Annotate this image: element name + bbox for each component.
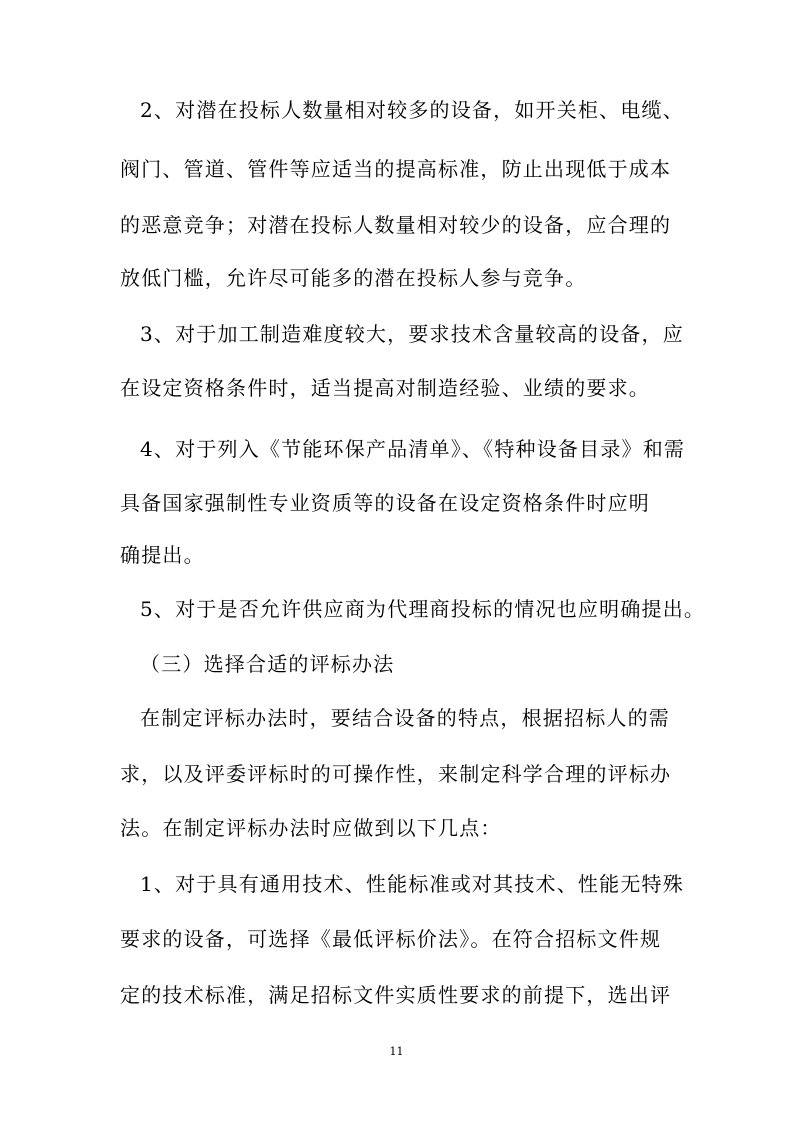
paragraph-7-line-1: 1、对于具有通用技术、性能标准或对其技术、性能无特殊 xyxy=(140,872,684,896)
section-heading: （三）选择合适的评标办法 xyxy=(140,652,395,676)
page-number: 11 xyxy=(389,1045,404,1058)
paragraph-7-line-3: 定的技术标准，满足招标文件实质性要求的前提下，选出评 xyxy=(120,983,672,1007)
paragraph-1-line-1: 2、对潜在投标人数量相对较多的设备，如开关柜、电缆、 xyxy=(140,98,684,122)
paragraph-6-line-2: 求，以及评委评标时的可操作性，来制定科学合理的评标办 xyxy=(120,762,672,786)
paragraph-3-line-3: 确提出。 xyxy=(120,543,205,567)
paragraph-1-line-3: 的恶意竞争；对潜在投标人数量相对较少的设备，应合理的 xyxy=(120,213,672,237)
paragraph-2-line-2: 在设定资格条件时，适当提高对制造经验、业绩的要求。 xyxy=(120,376,650,400)
paragraph-6-line-1: 在制定评标办法时，要结合设备的特点，根据招标人的需 xyxy=(140,706,670,730)
paragraph-1-line-2: 阀门、管道、管件等应适当的提高标准，防止出现低于成本 xyxy=(120,157,672,181)
paragraph-6-line-3: 法。在制定评标办法时应做到以下几点： xyxy=(120,816,502,840)
paragraph-2-line-1: 3、对于加工制造难度较大，要求技术含量较高的设备，应 xyxy=(140,322,684,346)
paragraph-4-line-1: 5、对于是否允许供应商为代理商投标的情况也应明确提出。 xyxy=(140,597,706,621)
paragraph-3-line-1: 4、对于列入《节能环保产品清单》、《特种设备目录》和需 xyxy=(140,437,686,461)
paragraph-1-line-4: 放低门槛，允许尽可能多的潜在投标人参与竞争。 xyxy=(120,266,587,290)
paragraph-7-line-2: 要求的设备，可选择《最低评标价法》。在符合招标文件规 xyxy=(120,927,662,951)
paragraph-3-line-2: 具备国家强制性专业资质等的设备在设定资格条件时应明 xyxy=(120,491,650,515)
